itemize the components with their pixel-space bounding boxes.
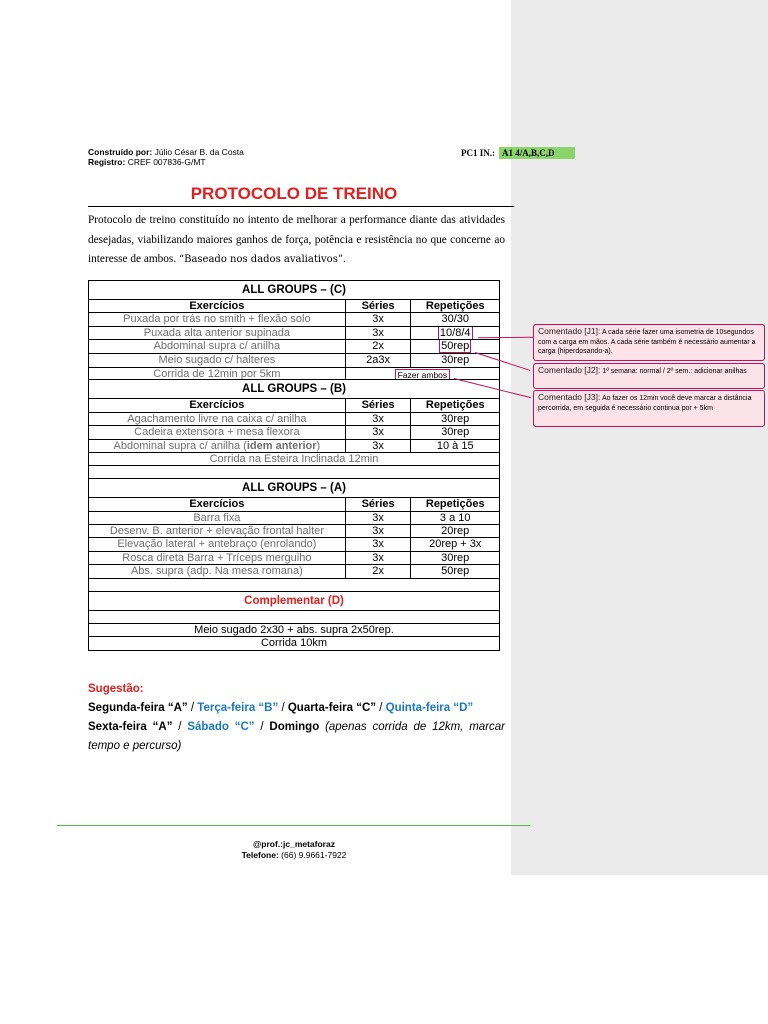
registry-value: CREF 007836-G/MT	[127, 157, 206, 167]
col-header-reps: Repetições	[410, 498, 499, 510]
group-c-title: ALL GROUPS – (C)	[242, 284, 346, 296]
page-title: PROTOCOLO DE TREINO	[190, 184, 398, 203]
table-row	[89, 637, 499, 650]
exercise-reps: 20rep	[410, 525, 499, 537]
comment-j1[interactable]	[533, 324, 765, 361]
table-row	[89, 340, 499, 353]
pc-code-block	[461, 147, 575, 159]
intro-based-quote: “Baseado nos dados avaliativos”	[178, 254, 343, 265]
table-row	[89, 565, 499, 578]
exercise-reps: 30rep	[410, 426, 499, 438]
training-table	[88, 280, 500, 651]
comment-j3[interactable]	[533, 390, 765, 427]
comment-j2[interactable]	[533, 363, 765, 389]
table-row	[89, 313, 499, 326]
comment-j2-text: 1º semana: normal / 2º sem.: adicionar anilhas	[602, 368, 747, 375]
built-by-value: Júlio César B. da Costa	[154, 147, 244, 157]
exercise-series: 3x	[345, 413, 411, 425]
group-a-title: ALL GROUPS – (A)	[242, 482, 346, 495]
comment-margin-pane	[511, 0, 768, 875]
column-header-row	[89, 498, 499, 511]
day-tuesday: Terça-feira “B”	[197, 702, 279, 714]
pc-label: PC1 IN.:	[461, 148, 495, 158]
exercise-name: Abdominal supra c/ anilha	[153, 340, 281, 353]
suggestion-line-2	[88, 718, 505, 756]
exercise-name: Rosca direta Barra + Tríceps merguiho	[122, 551, 312, 564]
day-sunday: Domingo	[269, 721, 320, 733]
group-b-title-row	[89, 380, 499, 399]
phone-label: Telefone:	[241, 850, 279, 860]
title-divider	[88, 206, 514, 207]
exercise-reps: 30rep	[410, 413, 499, 425]
table-row	[89, 525, 499, 538]
group-c-title-row	[89, 281, 499, 300]
exercise-reps: 10 à 15	[410, 440, 499, 452]
complementar-line-2: Corrida 10km	[260, 637, 328, 650]
exercise-series: 2x	[345, 565, 411, 577]
pc-code: A1 4/A,B,C,D	[499, 147, 575, 159]
exercise-series: 3x	[345, 440, 411, 452]
column-header-row	[89, 399, 499, 412]
comment-j3-tag: Comentado [J3]:	[538, 392, 601, 402]
run-note-cell	[345, 368, 499, 379]
exercise-name: Barra fixa	[193, 511, 241, 524]
exercise-name: Meio sugado c/ halteres	[158, 353, 276, 366]
exercise-reps: 20rep + 3x	[410, 538, 499, 550]
exercise-reps: 50rep	[410, 565, 499, 577]
comment-anchor-j3[interactable]: Fazer ambos	[395, 369, 451, 379]
complementar-title-row	[89, 592, 499, 611]
complementar-title: Complementar (D)	[244, 594, 344, 607]
blank-row	[89, 466, 499, 479]
exercise-series: 3x	[345, 525, 411, 537]
separator: /	[187, 702, 198, 714]
built-by-line	[88, 147, 244, 157]
table-row	[89, 624, 499, 637]
registry-line	[88, 157, 244, 167]
exercise-name: Abs. supra (adp. Na mesa romana)	[130, 565, 303, 578]
separator: /	[172, 721, 188, 733]
footer-divider	[57, 825, 530, 826]
comment-anchor-j1[interactable]: 10/8/4	[439, 326, 471, 339]
registry-label: Registro:	[88, 157, 126, 167]
separator: /	[278, 702, 288, 714]
exercise-series: 3x	[345, 512, 411, 524]
intro-text: Protocolo de treino constituído no intento de melhorar a performance diante das atividades desejadas, viabilizando maiores ganhos de força, potência e resistência no que concerne ao interesse de ambos.	[88, 214, 505, 265]
table-row	[89, 327, 499, 340]
col-header-series: Séries	[345, 498, 411, 510]
group-b-title: ALL GROUPS – (B)	[242, 383, 346, 396]
table-row	[89, 413, 499, 426]
exercise-reps: 30/30	[410, 313, 499, 325]
group-a-title-row	[89, 479, 499, 498]
suggestion-line-1	[88, 699, 505, 718]
exercise-series: 2x	[345, 340, 411, 352]
separator: /	[376, 702, 386, 714]
exercise-reps: 3 a 10	[410, 512, 499, 524]
suggestion-block	[88, 680, 505, 756]
blank-row	[89, 579, 499, 592]
abdominal-suffix: )	[316, 439, 321, 452]
day-thursday: Quinta-feira “D”	[385, 702, 474, 714]
exercise-series: 3x	[345, 313, 411, 325]
exercise-name: Puxada por trás no smith + flexão solo	[123, 313, 311, 326]
exercise-name: Agachamento livre na caixa c/ anilha	[127, 412, 307, 425]
exercise-series: 3x	[345, 426, 411, 438]
exercise-series: 3x	[345, 327, 411, 339]
exercise-reps: 30rep	[410, 354, 499, 367]
instagram-handle: @prof.:jc_metaforaz	[253, 839, 335, 849]
exercise-name: Cadeira extensora + mesa flexora	[134, 426, 300, 439]
treadmill-run: Corrida na Esteira Inclinada 12min	[209, 452, 379, 465]
col-header-reps: Repetições	[410, 300, 499, 312]
day-monday: Segunda-feira “A”	[88, 702, 188, 714]
table-row	[89, 538, 499, 551]
exercise-name: Corrida de 12min por 5km	[153, 367, 281, 380]
col-header-reps: Repetições	[410, 399, 499, 411]
exercise-name: Desenv. B. anterior + elevação frontal halter	[109, 525, 324, 538]
comment-j2-tag: Comentado [J2]:	[538, 365, 601, 375]
comment-j1-tag: Comentado [J1]:	[538, 326, 601, 336]
intro-paragraph	[88, 211, 505, 270]
sunday-note: (apenas corrida de 12km, marcar tempo e percurso)	[88, 721, 505, 752]
table-row	[89, 367, 499, 380]
comment-anchor-j2[interactable]: 50rep	[441, 340, 470, 353]
exercise-name	[89, 440, 345, 452]
day-friday: Sexta-feira “A”	[88, 721, 173, 733]
exercise-name: Puxada alta anterior supinada	[143, 326, 290, 339]
author-block	[88, 147, 244, 167]
exercise-series: 3x	[345, 552, 411, 564]
blank-row	[89, 611, 499, 624]
col-header-exercises: Exercícios	[189, 399, 245, 412]
table-row	[89, 552, 499, 565]
col-header-exercises: Exercícios	[189, 300, 245, 312]
intro-end: .	[342, 253, 346, 265]
exercise-series: 3x	[345, 538, 411, 550]
table-row	[89, 426, 499, 439]
abdominal-prefix: Abdominal supra c/ anilha (	[113, 439, 247, 452]
complementar-line-1: Meio sugado 2x30 + abs. supra 2x50rep.	[194, 623, 394, 636]
day-wednesday: Quarta-feira “C”	[287, 702, 377, 714]
col-header-series: Séries	[345, 300, 411, 312]
comment-j1-text: A cada série fazer uma isometria de 10segundos com a carga em mãos. A cada série também é necessário aumentar a carga (hiperdosando-a).	[538, 329, 756, 355]
table-row	[89, 453, 499, 466]
suggestion-title: Sugestão:	[88, 683, 144, 695]
table-row	[89, 354, 499, 367]
day-saturday: Sábado “C”	[187, 721, 255, 733]
exercise-series: 2a3x	[345, 354, 411, 367]
separator: /	[254, 721, 270, 733]
table-row	[89, 440, 499, 453]
exercise-reps: 30rep	[410, 552, 499, 564]
built-by-label: Construído por:	[88, 147, 153, 157]
column-header-row	[89, 300, 499, 313]
footer	[88, 839, 500, 861]
table-row	[89, 512, 499, 525]
col-header-series: Séries	[345, 399, 411, 411]
phone-number: (66) 9.9661-7922	[281, 850, 347, 860]
abdominal-idem: idem anterior	[246, 439, 317, 452]
exercise-name: Elevação lateral + antebraço (enrolando)	[117, 538, 317, 551]
col-header-exercises: Exercícios	[189, 498, 245, 511]
comment-j3-text: Ao fazer os 12min você deve marcar a distância percorrida, em seguida é necessário continua por + 5km	[538, 395, 752, 412]
exercise-reps	[410, 340, 499, 352]
